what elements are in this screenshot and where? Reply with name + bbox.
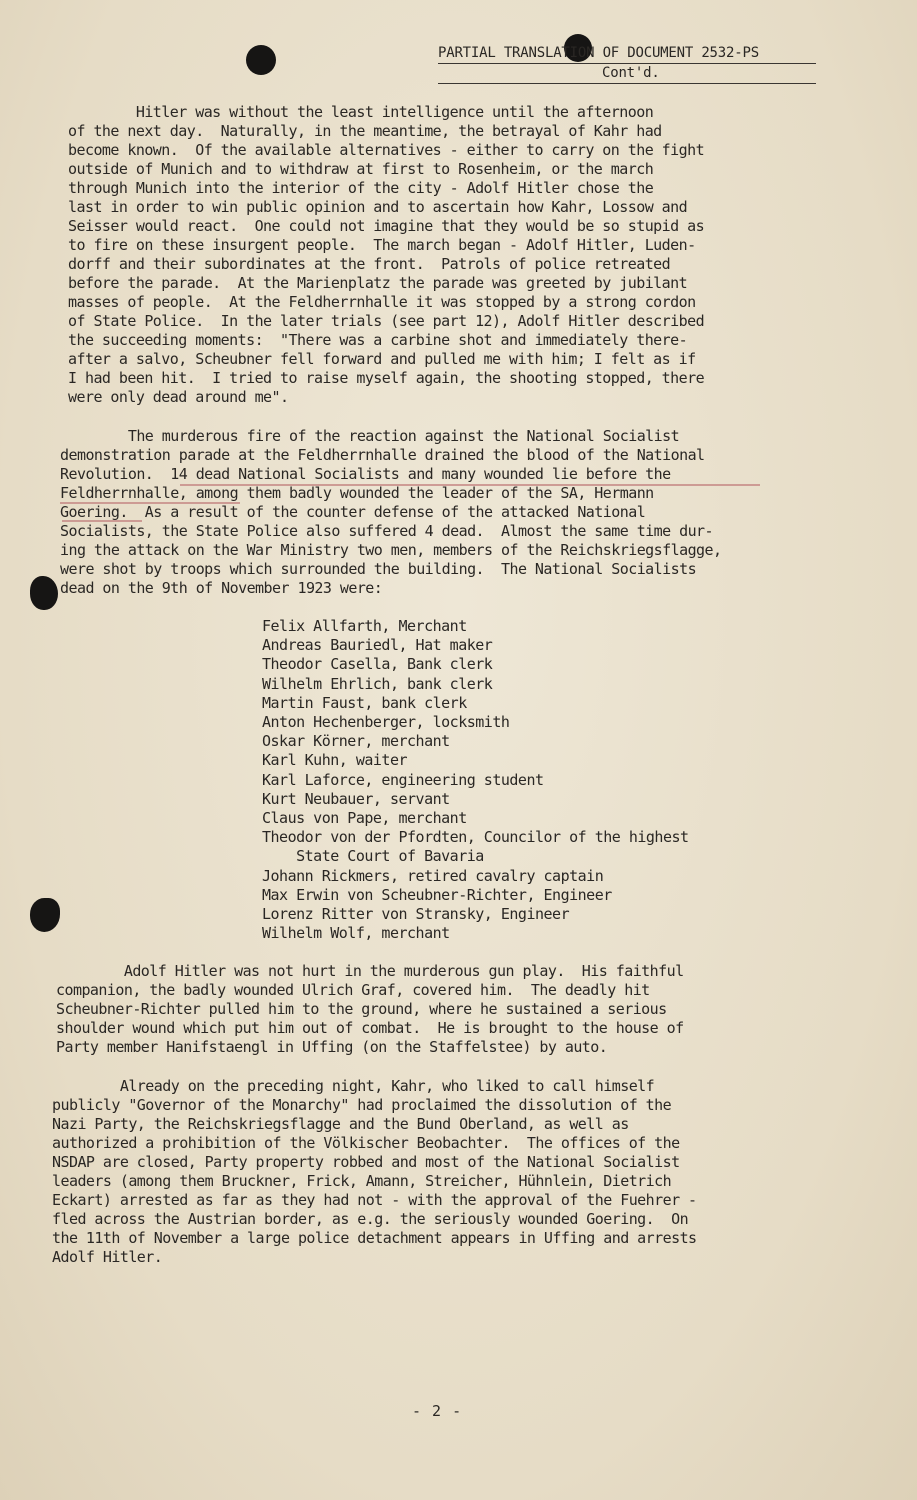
header-title: PARTIAL TRANSLATION OF DOCUMENT 2532-PS xyxy=(438,44,816,64)
list-item: Max Erwin von Scheubner-Richter, Engineer xyxy=(262,885,612,904)
paragraph-4: Already on the preceding night, Kahr, who liked to call himself publicly "Governor of the Monarchy" had proclaimed the dissolution of the Nazi Party, the Reichskriegsflagge and the Bund Oberland, as well as authorized a prohibition of the Völkischer Beobachter. The offices of the NSDAP are closed, Party property robbed and most of the National Socialist leaders (among them Bruckner, Frick, Amann, Streicher, Hühnlein, Dietrich Eckart) arrested as far as they had not - with the approval of the Fuehrer - fled across the Austrian border, as e.g. the seriously wounded Goering. On the 11th of November a large police detachment appears in Uffing and arrests Adolf Hitler. xyxy=(52,1077,697,1266)
punch-hole-top xyxy=(246,45,276,75)
list-item: Theodor von der Pfordten, Councilor of the highest xyxy=(262,828,689,847)
list-item: Claus von Pape, merchant xyxy=(262,809,467,828)
list-item: Wilhelm Wolf, merchant xyxy=(262,924,450,943)
list-item: Martin Faust, bank clerk xyxy=(262,693,467,712)
list-item: Karl Kuhn, waiter xyxy=(262,751,408,770)
header-continued: Cont'd. xyxy=(602,65,660,81)
punch-hole-left-middle xyxy=(30,576,58,610)
list-item: Theodor Casella, Bank clerk xyxy=(262,655,493,674)
list-item: Kurt Neubauer, servant xyxy=(262,789,450,808)
paragraph-3: Adolf Hitler was not hurt in the murderous gun play. His faithful companion, the badly wounded Ulrich Graf, covered him. The deadly hit Scheubner-Richter pulled him to the ground, where he sustained a serious shoulder wound which put him out of combat. He is brought to the house of Party member Hanifstaengl in Uffing (on the Staffelstee) by auto. xyxy=(56,962,684,1056)
list-item: Oskar Körner, merchant xyxy=(262,732,450,751)
list-item: Wilhelm Ehrlich, bank clerk xyxy=(262,674,493,693)
list-item: Lorenz Ritter von Stransky, Engineer xyxy=(262,905,570,924)
paragraph-1: Hitler was without the least intelligence until the afternoon of the next day. Naturally, in the meantime, the betrayal of Kahr had become known. Of the available alternatives - either to carry on the fight outside of Munich and to withdraw at first to Rosenheim, or the march through Munich into the interior of the city - Adolf Hitler chose the last in order to win public opinion and to ascertain how Kahr, Lossow and Seisser would react. One could not imagine that they would be so stupid as to fire on these insurgent people. The march began - Adolf Hitler, Luden- dorff and their subordinates at the front. Patrols of police retreated before the parade. At the Marienplatz the parade was greeted by jubilant masses of people. At the Feldherrnhalle it was stopped by a strong cordon of State Police. In the later trials (see part 12), Adolf Hitler described the succeeding moments: "There was a carbine shot and immediately there- after a salvo, Scheubner fell forward and pulled me with him; I felt as if I had been hit. I tried to raise myself again, the shooting stopped, there were only dead around me". xyxy=(68,103,705,406)
list-item: Anton Hechenberger, locksmith xyxy=(262,713,510,732)
page-number: - 2 - xyxy=(412,1402,463,1420)
list-item: Felix Allfarth, Merchant xyxy=(262,617,467,635)
list-item: Johann Rickmers, retired cavalry captain xyxy=(262,866,604,885)
list-item: Karl Laforce, engineering student xyxy=(262,770,544,789)
header-rule xyxy=(438,83,816,84)
list-item: State Court of Bavaria xyxy=(262,847,484,866)
paragraph-2: The murderous fire of the reaction against the National Socialist demonstration parade at the Feldherrnhalle drained the blood of the National Revolution. 14 dead National Socialists and many wounded lie before the Feldherrnhalle, among them badly wounded the leader of the SA, Hermann Goering. As a result of the counter defense of the attacked National Socialists, the State Police also suffered 4 dead. Almost the same time dur- ing the attack on the War Ministry two men, members of the Reichskriegsflagge, were shot by troops which surrounded the building. The National Socialists dead on the 9th of November 1923 were: xyxy=(60,427,722,597)
document-header xyxy=(438,44,816,82)
list-item: Andreas Bauriedl, Hat maker xyxy=(262,636,493,655)
punch-hole-left-lower xyxy=(30,898,60,932)
casualty-list xyxy=(262,617,689,943)
